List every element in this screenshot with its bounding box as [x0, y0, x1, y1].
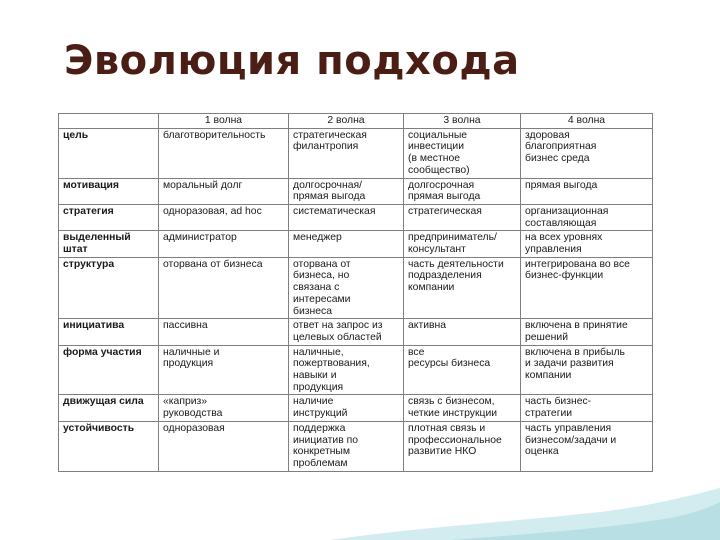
row-label: цель: [59, 128, 159, 178]
row-label: стратегия: [59, 204, 159, 230]
comparison-table: [58, 113, 653, 472]
table-cell: часть управления бизнесом/задачи и оценка: [521, 421, 653, 471]
table-cell: на всех уровнях управления: [521, 231, 653, 257]
table-cell: поддержка инициатив по конкретным проблемам: [289, 421, 404, 471]
table-cell: плотная связь и профессиональное развитие НКО: [404, 421, 521, 471]
comparison-table-container: [58, 113, 652, 472]
table-cell: администратор: [159, 231, 289, 257]
row-label: мотивация: [59, 178, 159, 204]
table-cell: наличие инструкций: [289, 395, 404, 421]
table-cell: благотворительность: [159, 128, 289, 178]
table-cell: здоровая благоприятная бизнес среда: [521, 128, 653, 178]
table-row: [59, 257, 653, 319]
row-label: выделенный штат: [59, 231, 159, 257]
header-cell: 4 волна: [521, 114, 653, 129]
row-label: структура: [59, 257, 159, 319]
row-label: инициатива: [59, 319, 159, 345]
table-cell: долгосрочная прямая выгода: [404, 178, 521, 204]
table-cell: оторвана от бизнеса, но связана с интересами бизнеса: [289, 257, 404, 319]
table-cell: наличные и продукция: [159, 345, 289, 395]
table-row: [59, 319, 653, 345]
table-cell: менеджер: [289, 231, 404, 257]
table-cell: интегрирована во все бизнес-функции: [521, 257, 653, 319]
table-cell: включена в прибыль и задачи развития компании: [521, 345, 653, 395]
slide-title: Эволюция подхода: [64, 38, 520, 84]
table-header-row: [59, 114, 653, 129]
row-label: устойчивость: [59, 421, 159, 471]
table-row: [59, 178, 653, 204]
table-cell: предприниматель/ консультант: [404, 231, 521, 257]
header-cell: 1 волна: [159, 114, 289, 129]
header-cell: 2 волна: [289, 114, 404, 129]
table-cell: связь с бизнесом, четкие инструкции: [404, 395, 521, 421]
table-cell: «каприз» руководства: [159, 395, 289, 421]
table-cell: одноразовая, ad hoc: [159, 204, 289, 230]
table-cell: включена в принятие решений: [521, 319, 653, 345]
decorative-wave: [330, 488, 720, 540]
table-cell: прямая выгода: [521, 178, 653, 204]
header-cell: 3 волна: [404, 114, 521, 129]
table-cell: социальные инвестиции (в местное сообщество): [404, 128, 521, 178]
table-cell: оторвана от бизнеса: [159, 257, 289, 319]
table-cell: организационная составляющая: [521, 204, 653, 230]
table-row: [59, 128, 653, 178]
table-cell: стратегическая: [404, 204, 521, 230]
table-cell: ответ на запрос из целевых областей: [289, 319, 404, 345]
table-cell: пассивна: [159, 319, 289, 345]
table-row: [59, 395, 653, 421]
header-cell: [59, 114, 159, 129]
row-label: форма участия: [59, 345, 159, 395]
table-cell: часть бизнес- стратегии: [521, 395, 653, 421]
table-row: [59, 421, 653, 471]
table-cell: моральный долг: [159, 178, 289, 204]
table-row: [59, 345, 653, 395]
table-cell: одноразовая: [159, 421, 289, 471]
table-row: [59, 231, 653, 257]
table-cell: наличные, пожертвования, навыки и продукция: [289, 345, 404, 395]
table-cell: стратегическая филантропия: [289, 128, 404, 178]
table-cell: все ресурсы бизнеса: [404, 345, 521, 395]
table-cell: долгосрочная/ прямая выгода: [289, 178, 404, 204]
table-cell: часть деятельности подразделения компании: [404, 257, 521, 319]
table-cell: систематическая: [289, 204, 404, 230]
row-label: движущая сила: [59, 395, 159, 421]
table-row: [59, 204, 653, 230]
table-cell: активна: [404, 319, 521, 345]
